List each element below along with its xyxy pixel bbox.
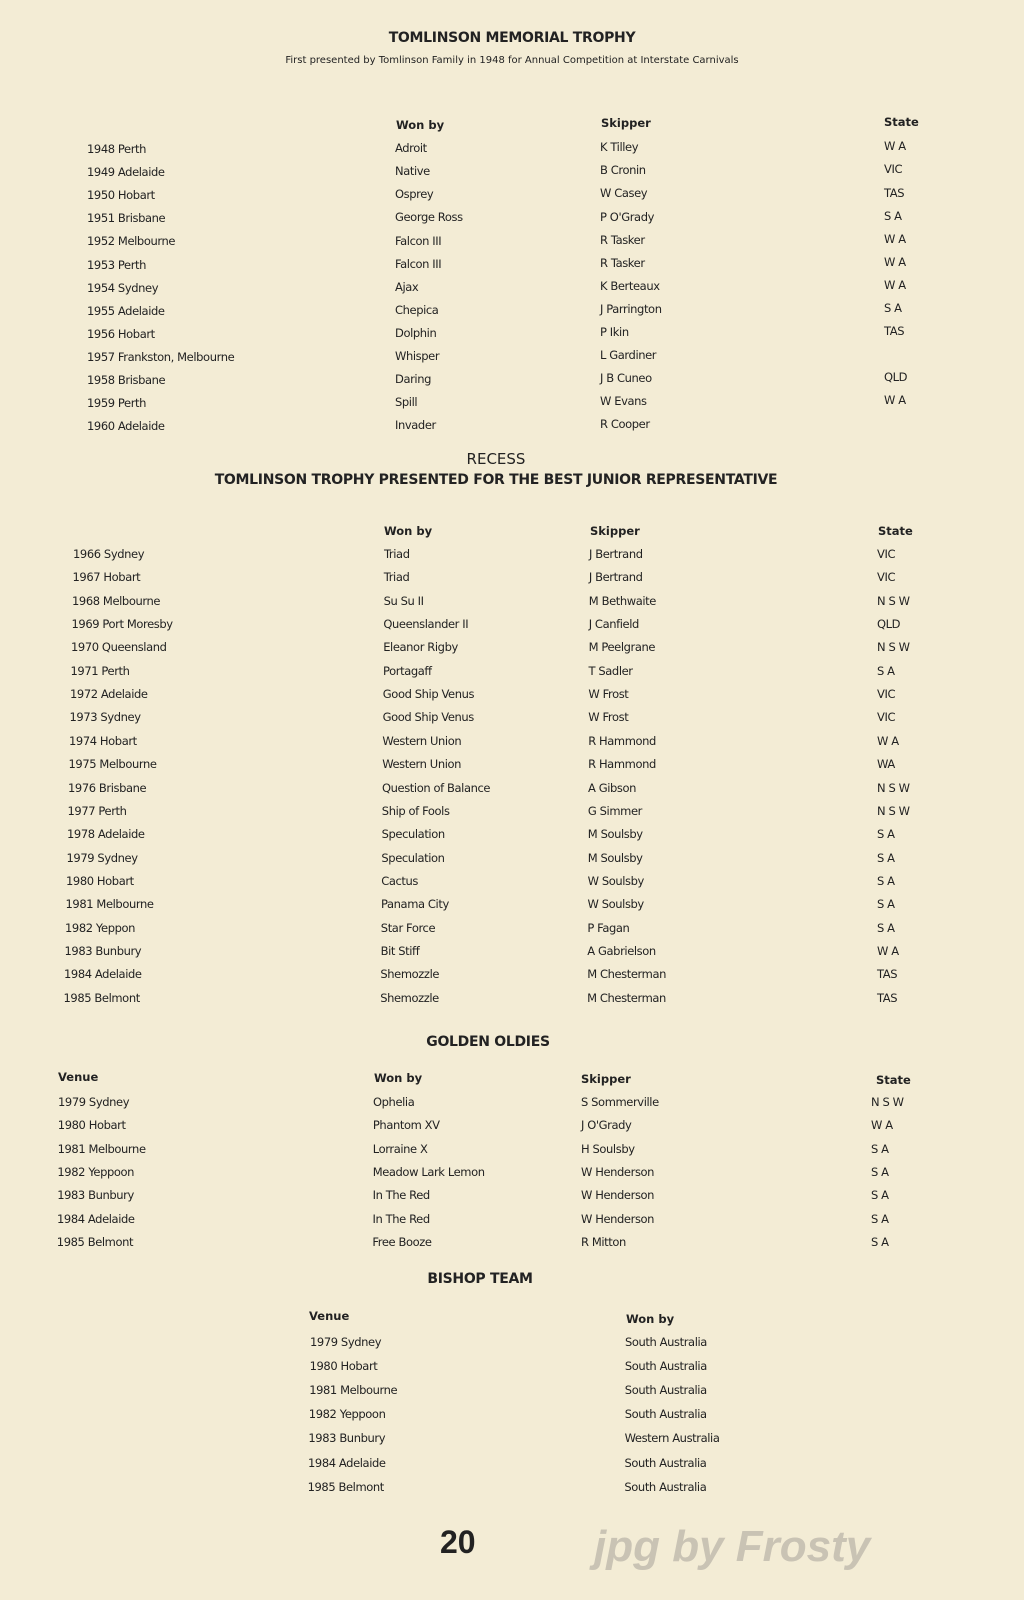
junior-cell-skipper: W Soulsby (587, 873, 644, 888)
junior-cell-skipper: W Frost (588, 687, 629, 702)
bishop-table-row (0, 1480, 1024, 1503)
junior-cell-state: N S W (877, 780, 910, 795)
memorial-header-state: State (884, 115, 919, 129)
watermark: jpg by Frosty (594, 1522, 871, 1571)
golden-table-row (0, 1095, 1024, 1118)
recess-heading: RECESS (466, 450, 526, 468)
junior-cell-venue: 1985 Belmont (63, 990, 140, 1005)
memorial-subtitle: First presented by Tomlinson Family in 1948 for Annual Competition at Interstate Carnivals (285, 55, 739, 66)
memorial-table-row (0, 370, 1024, 396)
bishop-cell-venue: 1982 Yeppoon (308, 1407, 386, 1422)
junior-cell-skipper: M Soulsby (587, 827, 643, 842)
junior-cell-won-by: Western Union (382, 757, 462, 772)
junior-table-row (0, 851, 1024, 874)
memorial-cell-won-by: Chepica (395, 302, 439, 317)
junior-header-skipper: Skipper (590, 524, 640, 538)
golden-cell-venue: 1981 Melbourne (57, 1141, 146, 1156)
memorial-cell-venue: 1960 Adelaide (87, 419, 165, 434)
memorial-cell-skipper: K Berteaux (600, 278, 660, 293)
junior-cell-won-by: Good Ship Venus (382, 710, 474, 725)
junior-cell-won-by: Ship of Fools (381, 803, 450, 818)
junior-cell-skipper: M Soulsby (587, 850, 643, 865)
junior-cell-venue: 1968 Melbourne (72, 593, 161, 608)
golden-cell-won-by: Phantom XV (372, 1118, 440, 1133)
bishop-header-won-by: Won by (626, 1312, 675, 1326)
bishop-table-row (0, 1383, 1024, 1406)
bishop-cell-won-by: South Australia (624, 1479, 707, 1494)
page-number: 20 (440, 1524, 476, 1560)
memorial-table-row (0, 139, 1024, 165)
memorial-cell-skipper: P O'Grady (600, 209, 654, 224)
junior-cell-venue: 1977 Perth (67, 803, 127, 818)
golden-cell-skipper: W Henderson (581, 1164, 655, 1179)
junior-cell-state: TAS (877, 967, 898, 982)
junior-table-row (0, 967, 1024, 990)
junior-header-won-by: Won by (384, 524, 433, 538)
golden-cell-skipper: W Henderson (581, 1188, 655, 1203)
junior-table-row (0, 734, 1024, 757)
bishop-cell-won-by: South Australia (624, 1383, 707, 1398)
junior-cell-state: VIC (877, 570, 896, 585)
junior-cell-won-by: Queenslander II (383, 617, 469, 632)
bishop-table-row (0, 1407, 1024, 1430)
junior-cell-state: S A (877, 873, 895, 888)
junior-cell-venue: 1969 Port Moresby (71, 617, 173, 632)
junior-cell-skipper: M Chesterman (587, 990, 666, 1005)
memorial-cell-won-by: Daring (395, 372, 432, 387)
memorial-cell-won-by: Osprey (395, 187, 434, 202)
junior-cell-venue: 1979 Sydney (66, 850, 138, 865)
junior-cell-state: N S W (877, 803, 910, 818)
junior-cell-won-by: Triad (384, 547, 410, 561)
memorial-cell-won-by: Falcon III (395, 233, 442, 248)
junior-cell-skipper: R Hammond (588, 757, 656, 772)
memorial-cell-venue: 1949 Adelaide (87, 165, 165, 180)
junior-cell-state: S A (877, 663, 895, 678)
golden-cell-venue: 1982 Yeppoon (57, 1164, 135, 1179)
memorial-title: TOMLINSON MEMORIAL TROPHY (388, 30, 636, 46)
golden-cell-venue: 1985 Belmont (56, 1234, 134, 1249)
junior-cell-won-by: Eleanor Rigby (383, 640, 458, 655)
junior-table-row (0, 921, 1024, 944)
junior-table-row (0, 664, 1024, 687)
memorial-cell-won-by: Falcon III (395, 256, 442, 271)
junior-cell-won-by: Portagaff (383, 663, 432, 678)
golden-cell-venue: 1980 Hobart (57, 1118, 126, 1133)
junior-cell-venue: 1970 Queensland (71, 640, 167, 655)
golden-cell-state: S A (871, 1234, 889, 1249)
memorial-table-row (0, 350, 1024, 373)
junior-table-row (0, 874, 1024, 897)
golden-cell-state: S A (871, 1211, 889, 1226)
junior-cell-state: S A (877, 920, 895, 935)
junior-cell-skipper: W Frost (588, 710, 629, 725)
junior-table-row (0, 991, 1024, 1014)
golden-cell-skipper: J O'Grady (581, 1118, 632, 1133)
junior-table-row (0, 897, 1024, 920)
memorial-table-row (0, 277, 1024, 304)
memorial-cell-state: S A (884, 208, 902, 223)
bishop-cell-won-by: South Australia (624, 1455, 707, 1470)
memorial-cell-venue: 1952 Melbourne (87, 234, 176, 249)
memorial-cell-venue: 1959 Perth (87, 396, 147, 411)
bishop-cell-venue: 1985 Belmont (307, 1479, 384, 1494)
memorial-cell-won-by: Spill (395, 395, 418, 410)
bishop-header-venue: Venue (309, 1309, 350, 1323)
memorial-cell-state: W A (884, 254, 906, 269)
memorial-cell-won-by: Whisper (395, 349, 440, 363)
memorial-cell-skipper: P Ikin (600, 325, 629, 339)
junior-table-row (0, 827, 1024, 850)
memorial-cell-won-by: Invader (395, 418, 436, 433)
junior-cell-venue: 1973 Sydney (69, 710, 141, 725)
junior-cell-venue: 1980 Hobart (66, 873, 134, 888)
memorial-cell-venue: 1948 Perth (87, 142, 147, 156)
bishop-table-row (0, 1456, 1024, 1479)
memorial-cell-venue: 1950 Hobart (87, 188, 155, 203)
junior-cell-venue: 1978 Adelaide (67, 827, 145, 842)
golden-cell-venue: 1979 Sydney (58, 1095, 130, 1109)
golden-cell-skipper: W Henderson (581, 1211, 655, 1226)
memorial-cell-state: VIC (884, 162, 903, 177)
junior-cell-skipper: A Gabrielson (587, 943, 656, 958)
junior-table-row (0, 687, 1024, 710)
junior-cell-state: S A (877, 827, 895, 842)
bishop-table-row (0, 1335, 1024, 1358)
junior-cell-skipper: J Bertrand (589, 547, 643, 561)
memorial-cell-won-by: George Ross (395, 210, 463, 225)
memorial-table-row (0, 162, 1024, 188)
bishop-cell-won-by: South Australia (625, 1335, 707, 1349)
junior-cell-state: VIC (877, 547, 896, 561)
golden-cell-won-by: Ophelia (373, 1095, 415, 1109)
memorial-cell-won-by: Native (395, 164, 430, 179)
golden-cell-won-by: Lorraine X (372, 1141, 428, 1156)
junior-cell-skipper: M Chesterman (587, 967, 666, 982)
junior-cell-state: QLD (877, 617, 901, 632)
memorial-cell-state: TAS (884, 324, 905, 339)
golden-cell-won-by: Meadow Lark Lemon (372, 1164, 485, 1179)
junior-cell-state: W A (877, 943, 899, 958)
junior-cell-venue: 1981 Melbourne (65, 897, 154, 912)
bishop-title: BISHOP TEAM (427, 1271, 533, 1287)
memorial-cell-state: W A (884, 277, 906, 292)
memorial-cell-skipper: W Casey (600, 186, 648, 201)
memorial-table-row (0, 254, 1024, 281)
junior-cell-won-by: Shemozzle (380, 990, 439, 1005)
memorial-header-skipper: Skipper (601, 116, 651, 130)
golden-cell-skipper: R Mitton (581, 1234, 626, 1249)
golden-cell-won-by: Free Booze (372, 1234, 432, 1249)
junior-cell-skipper: J Canfield (588, 617, 639, 632)
golden-cell-won-by: In The Red (372, 1188, 430, 1203)
golden-cell-state: S A (871, 1141, 889, 1156)
golden-header-state: State (876, 1073, 911, 1087)
memorial-cell-skipper: R Cooper (600, 417, 650, 432)
memorial-cell-skipper: J B Cuneo (600, 371, 652, 386)
junior-cell-state: WA (877, 757, 895, 772)
golden-header-venue: Venue (58, 1070, 99, 1084)
junior-cell-state: VIC (877, 687, 896, 702)
junior-cell-skipper: T Sadler (588, 663, 633, 678)
junior-cell-won-by: Star Force (380, 920, 436, 935)
junior-table-row (0, 710, 1024, 733)
junior-table-row (0, 757, 1024, 780)
junior-table-row (0, 594, 1024, 617)
golden-cell-skipper: H Soulsby (581, 1141, 635, 1156)
memorial-table-row (0, 301, 1024, 327)
bishop-cell-won-by: South Australia (624, 1407, 707, 1422)
memorial-cell-venue: 1956 Hobart (87, 326, 155, 341)
golden-title: GOLDEN OLDIES (426, 1034, 550, 1050)
junior-cell-state: N S W (877, 593, 910, 608)
junior-cell-skipper: A Gibson (588, 780, 637, 795)
golden-table-row (0, 1118, 1024, 1141)
memorial-cell-state: W A (884, 231, 906, 246)
junior-table-row (0, 781, 1024, 804)
junior-cell-skipper: J Bertrand (588, 570, 643, 585)
junior-cell-state: N S W (877, 640, 910, 655)
junior-table-row (0, 640, 1024, 663)
memorial-cell-skipper: B Cronin (600, 163, 646, 178)
memorial-cell-skipper: W Evans (600, 394, 647, 409)
bishop-cell-venue: 1980 Hobart (309, 1359, 378, 1374)
golden-table-row (0, 1165, 1024, 1188)
junior-cell-venue: 1974 Hobart (69, 733, 137, 748)
memorial-table-row (0, 208, 1024, 234)
junior-table-row (0, 617, 1024, 640)
golden-table-row (0, 1188, 1024, 1211)
golden-cell-state: S A (871, 1164, 889, 1179)
memorial-table-row (0, 231, 1024, 257)
junior-cell-skipper: W Soulsby (587, 897, 644, 912)
memorial-table-row (0, 324, 1024, 350)
junior-cell-skipper: M Bethwaite (588, 593, 656, 608)
golden-cell-state: N S W (871, 1095, 904, 1109)
junior-cell-won-by: Cactus (381, 873, 418, 888)
bishop-cell-venue: 1983 Bunbury (308, 1431, 386, 1446)
bishop-cell-won-by: South Australia (624, 1359, 707, 1374)
memorial-cell-venue: 1957 Frankston, Melbourne (87, 349, 235, 364)
junior-cell-state: W A (877, 733, 899, 748)
memorial-cell-won-by: Ajax (395, 279, 419, 294)
junior-cell-venue: 1982 Yeppon (65, 920, 136, 935)
junior-cell-skipper: P Fagan (587, 920, 630, 935)
junior-cell-venue: 1966 Sydney (73, 547, 145, 561)
junior-cell-won-by: Shemozzle (380, 967, 440, 982)
junior-table-row (0, 547, 1024, 570)
memorial-cell-venue: 1954 Sydney (87, 280, 159, 295)
junior-cell-skipper: R Hammond (588, 733, 656, 748)
junior-cell-won-by: Speculation (381, 850, 445, 865)
junior-table-row (0, 804, 1024, 827)
golden-table-row (0, 1212, 1024, 1235)
junior-cell-venue: 1967 Hobart (72, 570, 141, 585)
memorial-cell-skipper: L Gardiner (600, 348, 657, 363)
memorial-cell-venue: 1951 Brisbane (87, 211, 166, 226)
memorial-header-won-by: Won by (396, 118, 445, 132)
golden-cell-venue: 1983 Bunbury (57, 1188, 134, 1203)
memorial-cell-skipper: K Tilley (600, 140, 639, 155)
bishop-table-row (0, 1359, 1024, 1382)
memorial-table-row (0, 419, 1024, 442)
junior-cell-won-by: Western Union (382, 733, 462, 748)
memorial-cell-state: W A (884, 393, 906, 408)
golden-cell-state: S A (871, 1188, 889, 1203)
memorial-cell-venue: 1955 Adelaide (87, 303, 165, 318)
bishop-cell-venue: 1979 Sydney (310, 1335, 382, 1349)
memorial-cell-skipper: R Tasker (600, 232, 645, 247)
junior-cell-won-by: Good Ship Venus (382, 687, 475, 702)
junior-cell-venue: 1984 Adelaide (64, 967, 142, 982)
golden-cell-venue: 1984 Adelaide (57, 1211, 135, 1226)
golden-table-row (0, 1235, 1024, 1258)
memorial-cell-state: TAS (884, 185, 905, 200)
bishop-cell-won-by: Western Australia (624, 1431, 720, 1446)
junior-cell-state: S A (877, 850, 895, 865)
bishop-cell-venue: 1984 Adelaide (308, 1455, 386, 1470)
golden-table-row (0, 1142, 1024, 1165)
golden-cell-state: W A (871, 1118, 893, 1133)
junior-cell-venue: 1976 Brisbane (68, 780, 147, 795)
junior-cell-won-by: Su Su II (383, 593, 424, 608)
bishop-cell-venue: 1981 Melbourne (309, 1383, 398, 1398)
memorial-cell-skipper: J Parrington (600, 301, 662, 316)
junior-table-row (0, 944, 1024, 967)
junior-cell-venue: 1972 Adelaide (70, 687, 148, 702)
memorial-cell-venue: 1958 Brisbane (87, 373, 166, 387)
junior-cell-state: S A (877, 897, 895, 912)
bishop-table-row (0, 1431, 1024, 1454)
junior-title: TOMLINSON TROPHY PRESENTED FOR THE BEST JUNIOR REPRESENTATIVE (214, 472, 778, 488)
junior-cell-skipper: G Simmer (587, 803, 642, 818)
memorial-cell-state: QLD (884, 370, 908, 385)
junior-cell-venue: 1975 Melbourne (68, 757, 157, 772)
junior-cell-state: TAS (877, 990, 898, 1005)
golden-cell-won-by: In The Red (372, 1211, 430, 1226)
junior-table-row (0, 570, 1024, 593)
junior-cell-won-by: Triad (383, 570, 410, 585)
junior-cell-won-by: Bit Stiff (380, 943, 420, 958)
memorial-cell-won-by: Adroit (395, 141, 427, 156)
memorial-cell-won-by: Dolphin (395, 325, 437, 340)
golden-header-skipper: Skipper (581, 1072, 631, 1086)
junior-cell-venue: 1971 Perth (70, 663, 130, 678)
memorial-cell-skipper: R Tasker (600, 255, 645, 270)
junior-cell-won-by: Panama City (381, 897, 449, 912)
junior-cell-skipper: M Peelgrane (588, 640, 656, 655)
junior-header-state: State (878, 524, 913, 538)
memorial-table-row (0, 185, 1024, 211)
golden-cell-skipper: S Sommerville (581, 1095, 659, 1109)
junior-cell-venue: 1983 Bunbury (64, 943, 142, 958)
memorial-cell-venue: 1953 Perth (87, 257, 147, 272)
golden-header-won-by: Won by (374, 1071, 423, 1085)
junior-cell-state: VIC (877, 710, 896, 725)
junior-cell-won-by: Speculation (381, 827, 445, 842)
memorial-cell-state: S A (884, 301, 902, 315)
junior-cell-won-by: Question of Balance (382, 780, 491, 795)
memorial-table-row (0, 393, 1024, 419)
memorial-cell-state: W A (884, 139, 906, 154)
